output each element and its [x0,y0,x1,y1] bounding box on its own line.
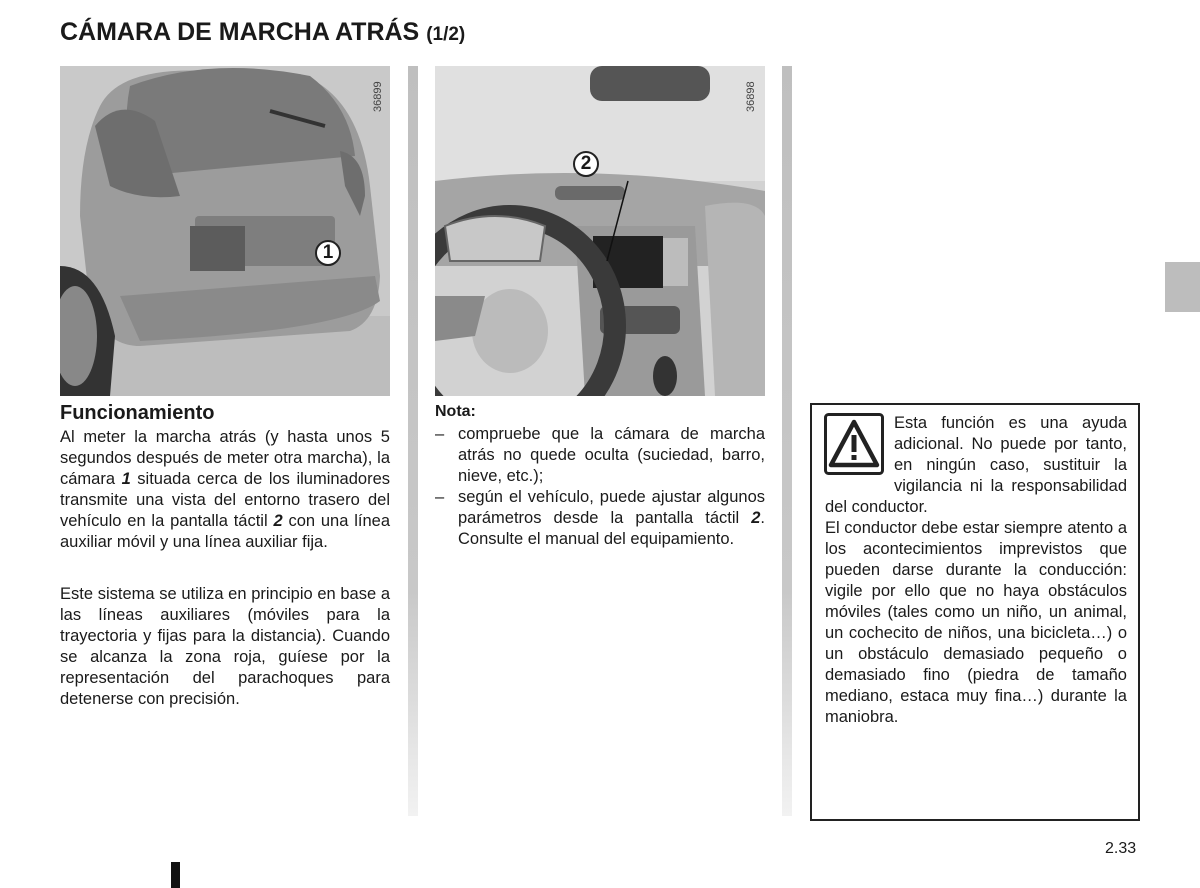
paragraph-text: con una línea auxiliar móvil y una línea auxiliar fija. [60,512,390,551]
figure-code-1: 36899 [372,81,384,112]
figure-car-rear [60,66,390,396]
dash: – [435,425,445,443]
callout-2: 2 [573,151,599,177]
note-item-text: según el vehículo, puede ajustar algunos parámetros desde la pantalla táctil [458,488,765,527]
chapter-tab [1165,262,1200,312]
callout-1: 1 [315,240,341,266]
column-divider-right [782,66,792,816]
car-rear-illustration [60,66,390,396]
page-title [60,18,465,47]
warning-paragraph-1: Esta función es una ayuda adicional. No puede por tanto, en ningún caso, sustituir la vigilancia ni la responsabilidad del conductor. [825,414,1127,516]
note-item-text: . Consulte el manual del equipamiento. [458,509,765,548]
paragraph-operation [60,427,390,553]
page-number: 2.33 [1105,840,1137,857]
page-title-suffix: (1/2) [426,24,466,45]
dash: – [435,488,445,506]
reference-number: 1 [121,470,131,488]
warning-box [810,403,1140,821]
paragraph-text: Al meter la marcha atrás (y hasta unos 5 segundos después de meter otra marcha), la cámara [60,428,390,488]
column-divider-left [408,66,418,816]
dashboard-illustration [435,66,765,396]
note-item [435,487,765,550]
figure-code-2: 36898 [745,81,757,112]
note-list [435,424,765,550]
note-item-text: compruebe que la cámara de marcha atrás no quede oculta (suciedad, barro, nieve, etc.); [458,425,765,485]
section-heading: Funcionamiento [60,402,215,424]
paragraph-system: Este sistema se utiliza en principio en base a las líneas auxiliares (móviles para la trayectoria y fijas para la distancia). Cuando se alcanza la zona roja, guíese por la representación del parachoques para detenerse con precisión. [60,585,390,708]
figure-dashboard [435,66,765,396]
note-title: Nota: [435,403,476,420]
paragraph-text: situada cerca de los iluminadores transmite una vista del entorno trasero del vehículo en la pantalla táctil [60,470,390,530]
page-title-text: CÁMARA DE MARCHA ATRÁS [60,18,420,46]
reference-number: 2 [751,509,761,527]
note-item [435,424,765,487]
crop-mark [171,862,180,888]
warning-text [825,413,1127,728]
warning-paragraph-2: El conductor debe estar siempre atento a los acontecimientos imprevistos que pueden darse durante la conducción: vigile por ello que no haya obstáculos móviles (tales como un niño, un animal, un cochecito de niños, una bicicleta…) o un obstáculo demasiado pequeño o demasiado fino (piedra de tamaño mediano, estaca muy fina…) durante la maniobra. [825,519,1127,726]
reference-number: 2 [273,512,283,530]
